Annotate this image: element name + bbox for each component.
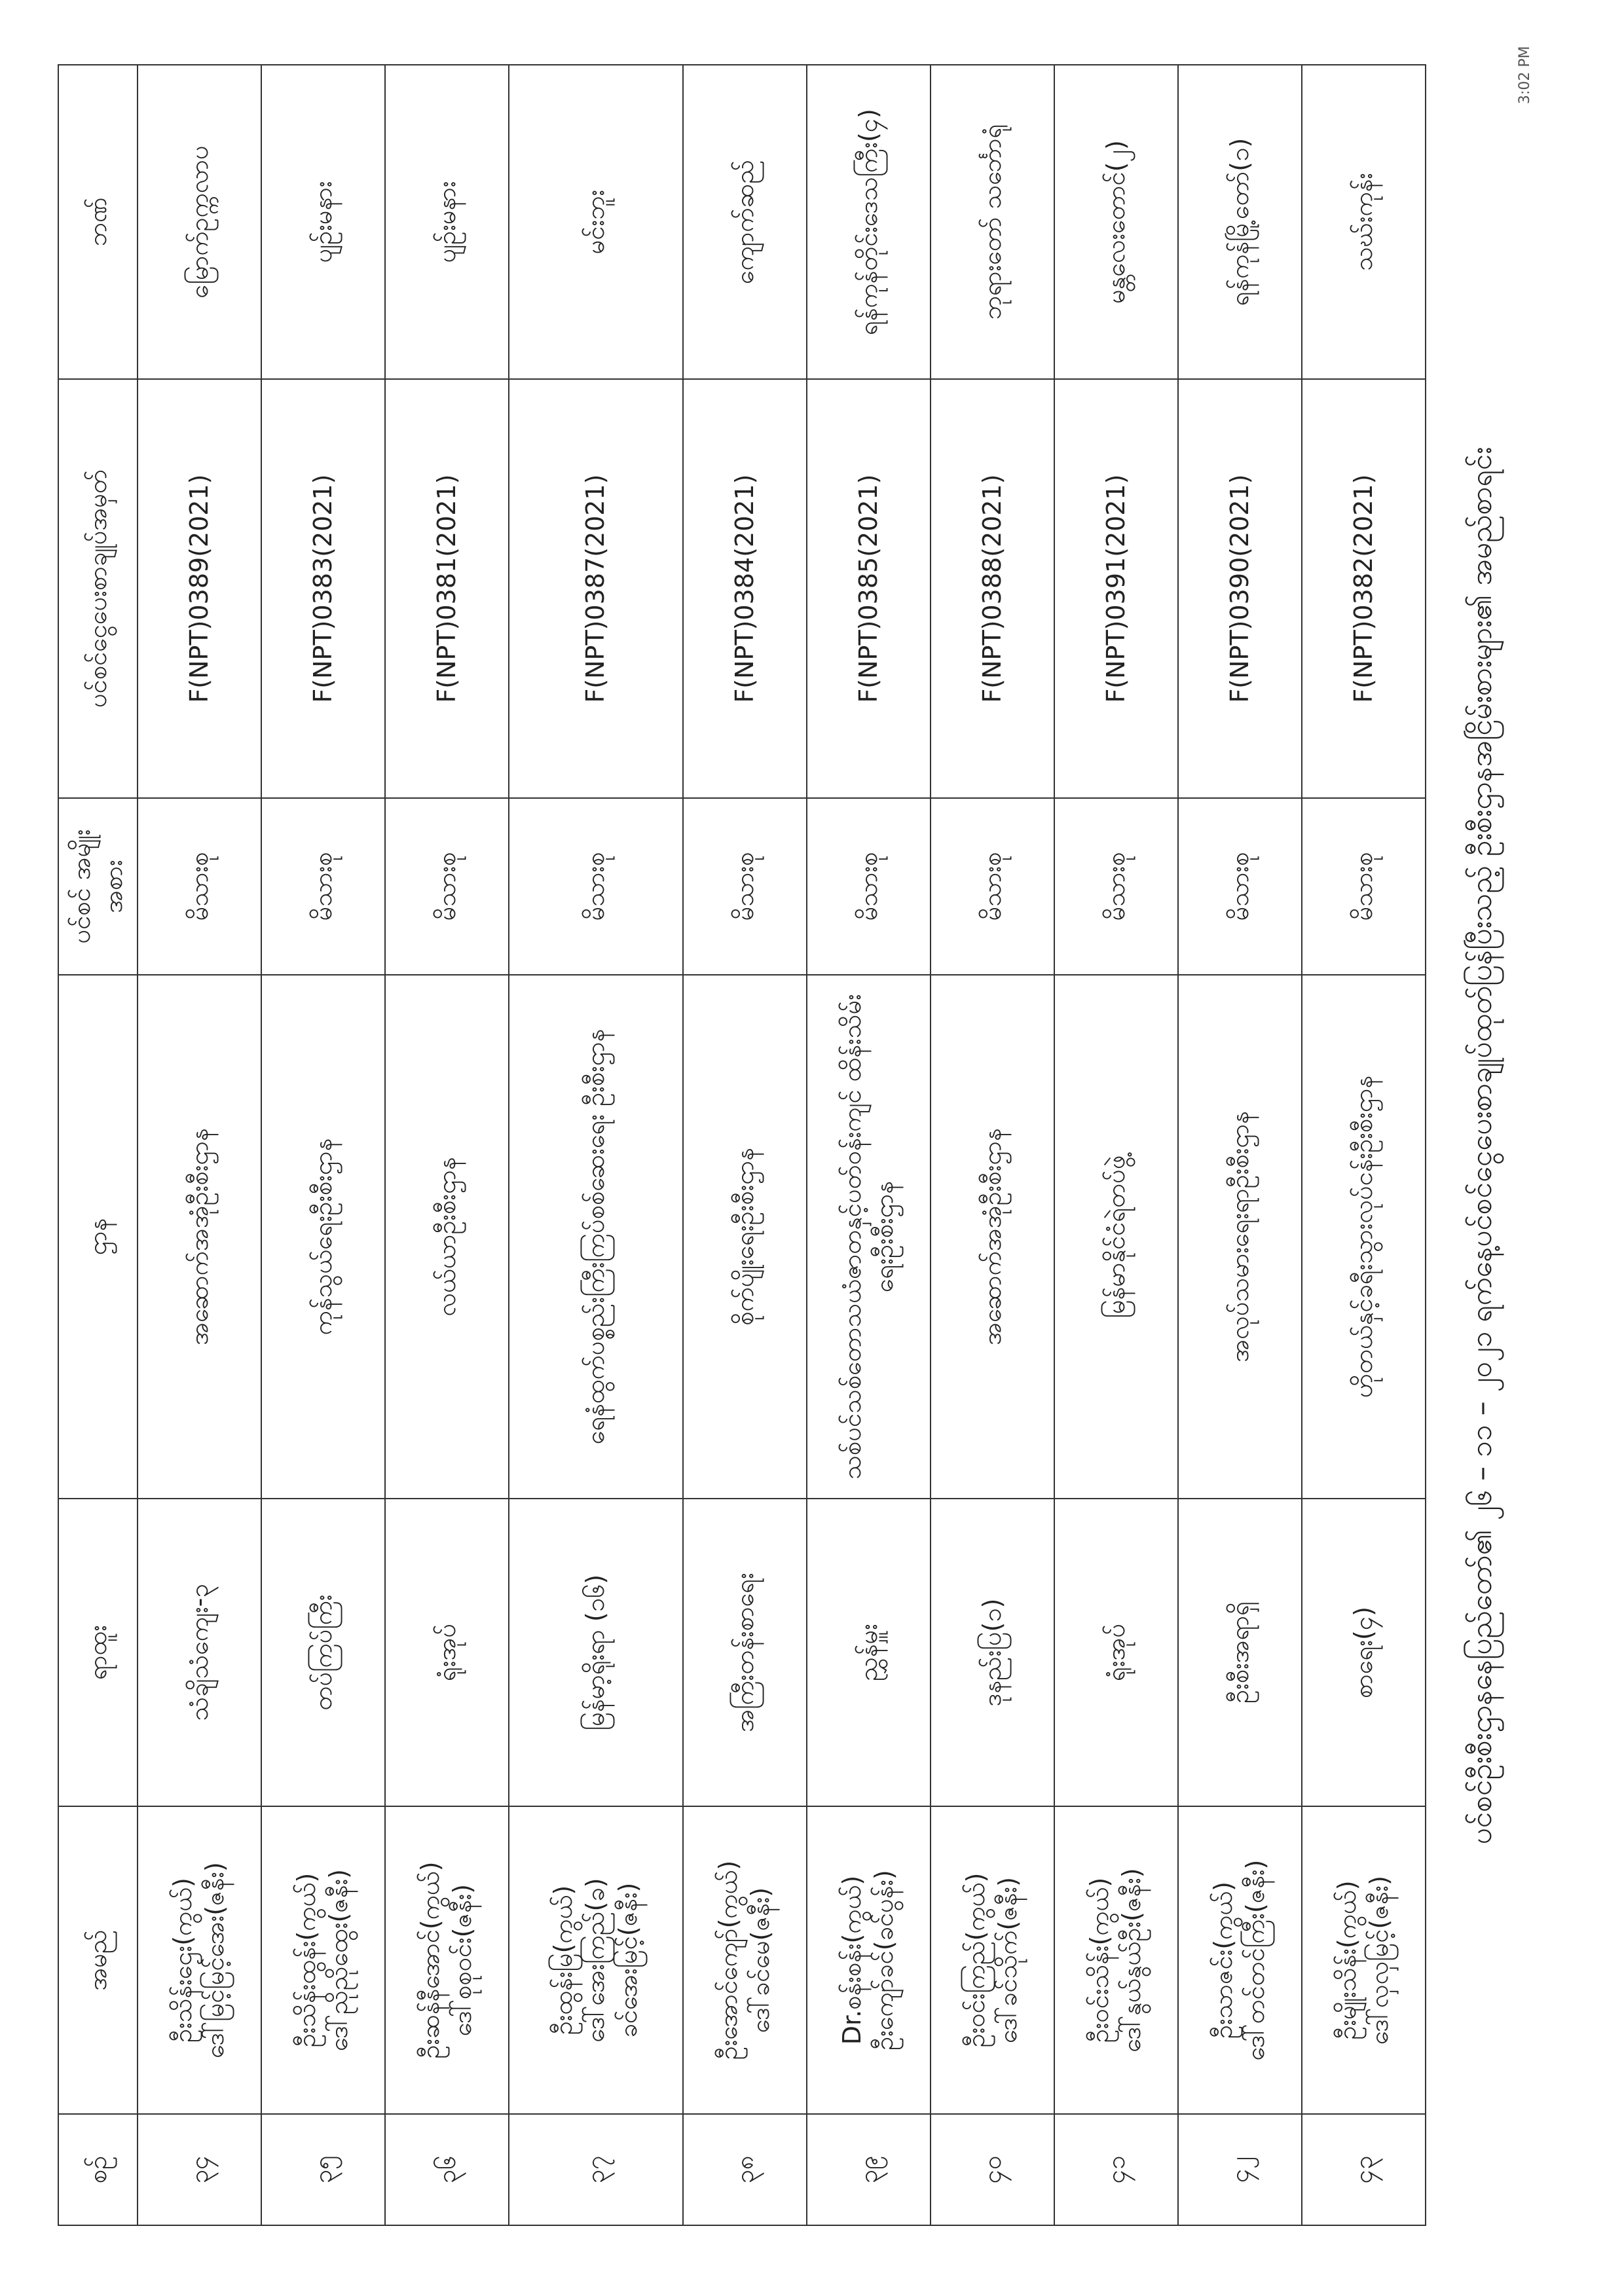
row-bank: သဃ်းကုန်း [1302,65,1426,379]
col-header-dept: ဌာန [58,975,138,1499]
row-no: ၃၉ [807,2114,931,2225]
row-no: ၄၃ [1302,2114,1426,2225]
col-header-no: စဉ် [58,2114,138,2225]
row-bank: ရန်ကုန်တိုင်းဒေသကြီး(၄) [807,65,931,379]
row-name [931,1806,1054,2114]
table-row [1054,65,1178,2225]
row-name [1178,1806,1302,2114]
row-ref: F(NPT)0387(2021) [509,379,683,798]
name-line: ဒေါ်မြင့်မြင့်အေး(ဇနီး) [200,1862,230,2058]
row-rank: ဦးစီးအရာရှိ [1178,1499,1302,1806]
table-row [1178,65,1302,2225]
row-type: မိသားစု [1178,798,1302,975]
table-row [1302,65,1426,2225]
row-type: မိသားစု [509,798,683,975]
col-header-type: ပင်စင် အမျိုးအစား [58,798,138,975]
row-rank: မြန်မာ့ရိုးရာ (၁၆) [509,1499,683,1806]
table-row [683,65,807,2225]
name-line: ဒေါ်အေးကြည်(ခ) [581,1878,610,2043]
name-line: ဒေါ်ညိုညိုထွေး(ဇနီး) [324,1868,354,2052]
row-bank: ဘုရားတော် သင်္ဘောရုံ [931,65,1054,379]
row-ref: F(NPT)0385(2021) [807,379,931,798]
row-name [509,1806,683,2114]
header-row [58,65,138,2225]
table-row [385,65,509,2225]
row-no: ၄၂ [1178,2114,1302,2225]
row-type: မိသားစု [1054,798,1178,975]
row-rank: စာရေး(၄) [1302,1499,1426,1806]
row-bank: ရန်ကုန်မြို့တော်(၁) [1178,65,1302,379]
row-bank: မန္တလေးတောင်(၂) [1054,65,1178,379]
row-dept: စိုက်ပျိုးရေးဦးစီးဌာန [683,975,807,1499]
row-ref: F(NPT)0383(2021) [261,379,385,798]
row-ref: F(NPT)0382(2021) [1302,379,1426,798]
row-type: မိသားစု [931,798,1054,975]
row-name [138,1806,261,2114]
row-bank: ပျဉ်းမနား [385,65,509,379]
row-dept: အဆောက်အအုံဦးစီးဌာန [931,975,1054,1499]
row-dept: မြန်မာနိုင်ငံရဲတပ်ဖွဲ့ [1054,975,1178,1499]
row-no: ၃၇ [509,2114,683,2225]
name-line: ဦးမျိုးသိန်း(ကွယ်) [1333,1880,1362,2040]
row-type: မိသားစု [138,798,261,975]
name-line: ဒေါ်ခင်မေ(ဇနီး) [746,1887,775,2033]
row-type: မိသားစု [385,798,509,975]
col-header-bank: ဘဏ် [58,65,138,379]
name-line: ဦးသာဇင်း(ကွယ်) [1209,1881,1238,2039]
row-name [261,1806,385,2114]
row-ref: F(NPT)0389(2021) [138,379,261,798]
row-dept: အဆောက်အအုံဦးစီးဌာန [138,975,261,1499]
row-no: ၃၈ [683,2114,807,2225]
row-dept: ဟိုတယ်နှင့်ခရီးသွားလုပ်ငန်းဦးစီးဌာန [1302,975,1426,1499]
name-line: ဒေါ်တင်တင်ကြီး(ဇနီး) [1241,1859,1270,2061]
table-row [807,65,931,2225]
table-row [261,65,385,2225]
name-line: ဦးသိန်းဌေး(ကွယ်) [168,1878,197,2043]
table-row [138,65,261,2225]
row-dept: လယ်ယာဦးစီးဌာန [385,975,509,1499]
table-row [509,65,683,2225]
rotated-content [38,26,1570,2265]
row-bank: မြောက်ဥက္ကလာပ [138,65,261,379]
row-dept: အလုပ်သမားရေးရာဦးစီးဌာန [1178,975,1302,1499]
row-type: မိသားစု [683,798,807,975]
row-bank: ကျောက်ဆည် [683,65,807,379]
row-name [385,1806,509,2114]
name-line: ဒေါ်နွယ်နွယ်ဦး(ဇနီး) [1117,1868,1147,2052]
name-line: ဒေါ်လှလှမြင့်(ဇနီး) [1365,1875,1394,2045]
row-bank: မင်းဘူး [509,65,683,379]
row-ref: F(NPT)0381(2021) [385,379,509,798]
name-line: ဦးထွန်းမြ(ကွယ်) [548,1885,578,2035]
col-header-name: အမည် [58,1806,138,2114]
row-no: ၃၄ [138,2114,261,2225]
col-header-ref: ပင်စင်ငွေပေးစာချုပ်အမှတ် [58,379,138,798]
row-name [1054,1806,1178,2114]
row-no: ၄၀ [931,2114,1054,2225]
row-name [807,1806,931,2114]
row-type: မိသားစု [261,798,385,975]
name-line: ခင်အေးမြင့်(ဇနီး) [613,1882,642,2038]
document-page [38,26,1570,2265]
col-header-rank: ရာထူး [58,1499,138,1806]
row-name [1302,1806,1426,2114]
name-line: ဦးဝင်းသိန်း(ကွယ်) [1085,1877,1115,2043]
pension-table [58,64,1426,2226]
timestamp: 3:02 PM [1517,46,1533,105]
name-line: ဦးဝင်းကြည်(ကွယ်) [961,1872,991,2048]
row-rank: သံချိသံကျေး-၃ [138,1499,261,1806]
row-no: ၃၆ [385,2114,509,2225]
row-bank: ပျဉ်းမနား [261,65,385,379]
row-rank: ရုံးအုပ် [1054,1499,1178,1806]
name-line: ဦးကျော်ခင်(ခင်ပွန်း) [870,1870,899,2050]
row-rank: ဒုနည်းပြ(၁) [931,1499,1054,1806]
row-type: မိသားစု [1302,798,1426,975]
name-line: ဦးအောင်ကျော်(ကွယ်) [714,1860,743,2060]
row-no: ၄၁ [1054,2114,1178,2225]
name-line: ဦးသိန်းထွန်း(ကွယ်) [291,1872,321,2048]
row-dept: ကုန်သွယ်ရေးဦးစီးဌာန [261,975,385,1499]
row-dept: ရေနံထွက်ပစ္စည်းကြီးကြပ်စစ်ဆေးရေး ဦးစီးဌာန [509,975,683,1499]
table-row [931,65,1054,2225]
row-rank: ညွှန်မှူး [807,1499,931,1806]
row-dept: သစ်ပင်သစ်တောသယံဇာတနှင့်ပတ်ဝန်းကျင် ထိန်းသိမ်းရေးဦးစီးဌာန [807,975,931,1499]
table-body [138,65,1426,2225]
row-rank: တပ်ကြပ်ကြီး [261,1499,385,1806]
row-ref: F(NPT)0391(2021) [1054,379,1178,798]
name-line: ဒေါ်ခင်သိုက်(ဇနီး) [993,1876,1023,2044]
row-rank: အကြီးတန်းစာရေး [683,1499,807,1806]
document-title: ပင်စင်ဦးစီးဌာနနေပြည်တော်၏ ၂၆ – ၁၁ – ၂၀၂၁ ရက်နေ့ပင်စင်ငွေပေးစာချုပ်ထုတ်ပြန်ပြီးသည့် ဦးစီးဌာနအငြိမ်းစားများ၏ အမည်စာရင်း [1465,446,1498,1845]
name-line: ဦးဆန်နီအောင်(ကွယ်) [415,1861,445,2059]
row-type: မိသားစု [807,798,931,975]
row-ref: F(NPT)0390(2021) [1178,379,1302,798]
name-line: ဒေါ်စုစုဝင်း(ဇနီး) [448,1884,477,2037]
row-ref: F(NPT)0384(2021) [683,379,807,798]
row-no: ၃၅ [261,2114,385,2225]
row-rank: ရုံးအုပ် [385,1499,509,1806]
name-line: Dr.စန်းစန်း(ကွယ်) [838,1875,867,2045]
row-ref: F(NPT)0388(2021) [931,379,1054,798]
row-name [683,1806,807,2114]
